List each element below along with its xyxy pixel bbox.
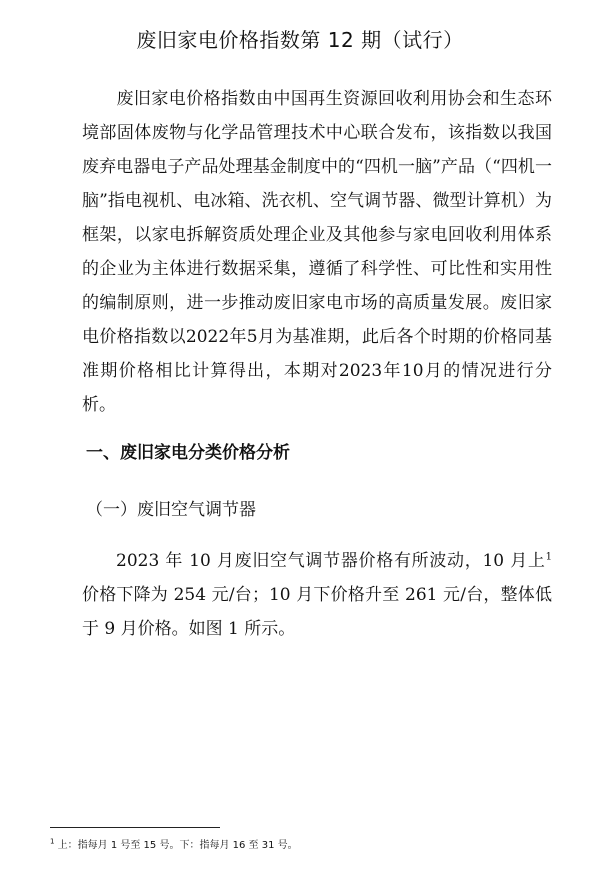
air-conditioner-paragraph-part2: 价格下降为 254 元/台；10 月下价格升至 261 元/台，整体低于 9 月价格。如图 1 所示。 bbox=[82, 585, 552, 639]
footnote bbox=[50, 836, 298, 851]
subsection-heading-air-conditioner: （一）废旧空气调节器 bbox=[86, 500, 256, 520]
intro-paragraph bbox=[82, 82, 552, 422]
footnote-separator bbox=[50, 827, 220, 828]
air-conditioner-paragraph bbox=[82, 544, 552, 646]
intro-paragraph-text: 废旧家电价格指数由中国再生资源回收利用协会和生态环境部固体废物与化学品管理技术中心联合发布，该指数以我国废弃电器电子产品处理基金制度中的“四机一脑”产品（“四机一脑”指电视机、电冰箱、洗衣机、空气调节器、微型计算机）为框架，以家电拆解资质处理企业及其他参与家电回收利用体系的企业为主体进行数据采集，遵循了科学性、可比性和实用性的编制原则，进一步推动废旧家电市场的高质量发展。废旧家电价格指数以2022年5月为基准期，此后各个时期的价格同基准期价格相比计算得出，本期对2023年10月的情况进行分析。 bbox=[82, 89, 552, 415]
air-conditioner-paragraph-part1: 2023 年 10 月废旧空气调节器价格有所波动，10 月上 bbox=[116, 551, 546, 571]
footnote-reference[interactable]: 1 bbox=[545, 551, 552, 563]
footnote-text: 上：指每月 1 号至 15 号。下：指每月 16 至 31 号。 bbox=[57, 840, 298, 851]
document-title: 废旧家电价格指数第 12 期（试行） bbox=[136, 28, 464, 52]
footnote-marker: 1 bbox=[50, 837, 55, 846]
section-heading-price-analysis: 一、废旧家电分类价格分析 bbox=[86, 443, 290, 463]
